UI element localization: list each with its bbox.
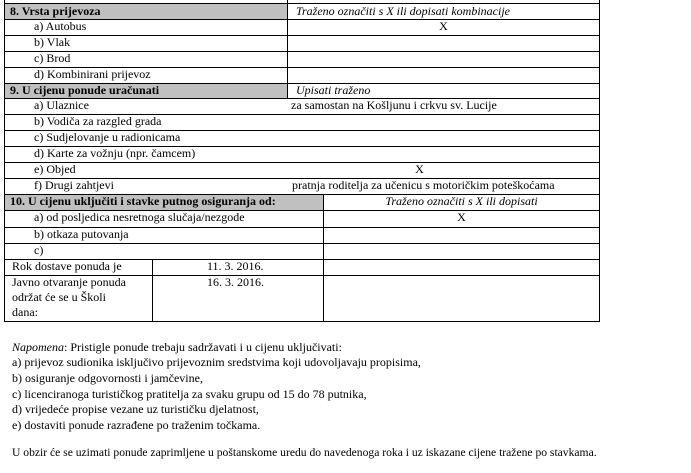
rok-label: Rok dostave ponuda je — [12, 259, 122, 273]
note-intro-line — [12, 340, 342, 355]
divider — [4, 243, 600, 244]
section10-row-a-value: X — [457, 210, 466, 224]
javno-value: 16. 3. 2016. — [207, 275, 264, 289]
section9-header: 9. U cijenu ponude uračunati — [10, 83, 160, 97]
note-footer: U obzir će se uzimati ponude zaprimljene u poštanskome uredu do navedenoga roka i uz iskazane cijene tražene po stavkama. — [12, 446, 597, 459]
divider — [4, 51, 600, 52]
section8-row-a-label: a) Autobus — [34, 19, 87, 33]
divider — [152, 259, 153, 322]
note-title: Napomena — [12, 340, 64, 354]
section9-row-d-label: d) Karte za vožnju (npr. čamcem) — [34, 146, 196, 160]
note-item-c: c) licenciranoga turističkog pratitelja za svaku grupu od 15 do 78 putnika, — [12, 387, 367, 401]
rok-value: 11. 3. 2016. — [207, 259, 264, 273]
javno-label-line3: dana: — [12, 305, 38, 319]
note-item-d: d) vrijedeće propise vezane uz turističku djelatnost, — [12, 402, 259, 416]
javno-label-line1: Javno otvaranje ponuda — [12, 275, 126, 289]
note-item-e: e) dostaviti ponude razrađene po traženim točkama. — [12, 418, 261, 432]
note-intro: : Pristigle ponude trebaju sadržavati i u cijenu uključivati: — [64, 340, 342, 354]
section9-row-a-label: a) Ulaznice — [34, 98, 89, 112]
table-right-border — [599, 0, 600, 322]
divider — [287, 3, 288, 83]
section10-row-c-label: c) — [34, 243, 44, 257]
section8-row-b-label: b) Vlak — [34, 35, 71, 49]
section9-row-b-label: b) Vodiča za razgled grada — [34, 114, 162, 128]
section10-row-a-label: a) od posljedica nesretnoga slučaja/nezgode — [34, 210, 245, 224]
divider — [4, 35, 600, 36]
section9-row-f-value: pratnja roditelja za učenicu s motoričkim poteškoćama — [292, 178, 555, 192]
divider — [4, 321, 600, 322]
section9-row-e-value: X — [415, 162, 424, 176]
section8-row-d-label: d) Kombinirani prijevoz — [34, 67, 151, 81]
section8-row-a-value: X — [439, 19, 448, 33]
section10-header: 10. U cijenu uključiti i stavke putnog osiguranja od: — [10, 194, 276, 208]
divider — [287, 83, 288, 99]
javno-label-line2: održat će se u Školi — [12, 290, 106, 304]
section10-instruction: Traženo označiti s X ili dopisati — [385, 194, 538, 208]
section9-row-e-label: e) Objed — [34, 162, 76, 176]
section9-row-a-value: za samostan na Košljunu i crkvu sv. Lucije — [291, 98, 497, 112]
section8-row-c-label: c) Brod — [34, 51, 71, 65]
section8-header: 8. Vrsta prijevoza — [10, 4, 101, 18]
section8-instruction: Traženo označiti s X ili dopisati kombinacije — [296, 4, 510, 18]
section9-row-f-label: f) Drugi zahtjevi — [34, 178, 114, 192]
note-item-a: a) prijevoz sudionika isključivo prijevoznim sredstvima koji udovoljavaju propisima, — [12, 355, 421, 369]
divider — [323, 194, 324, 322]
table-left-border — [4, 0, 5, 322]
section9-instruction: Upisati traženo — [296, 83, 371, 97]
section10-row-b-label: b) otkaza putovanja — [34, 227, 129, 241]
section9-row-c-label: c) Sudjelovanje u radionicama — [34, 130, 181, 144]
note-item-b: b) osiguranje odgovornosti i jamčevine, — [12, 371, 203, 385]
